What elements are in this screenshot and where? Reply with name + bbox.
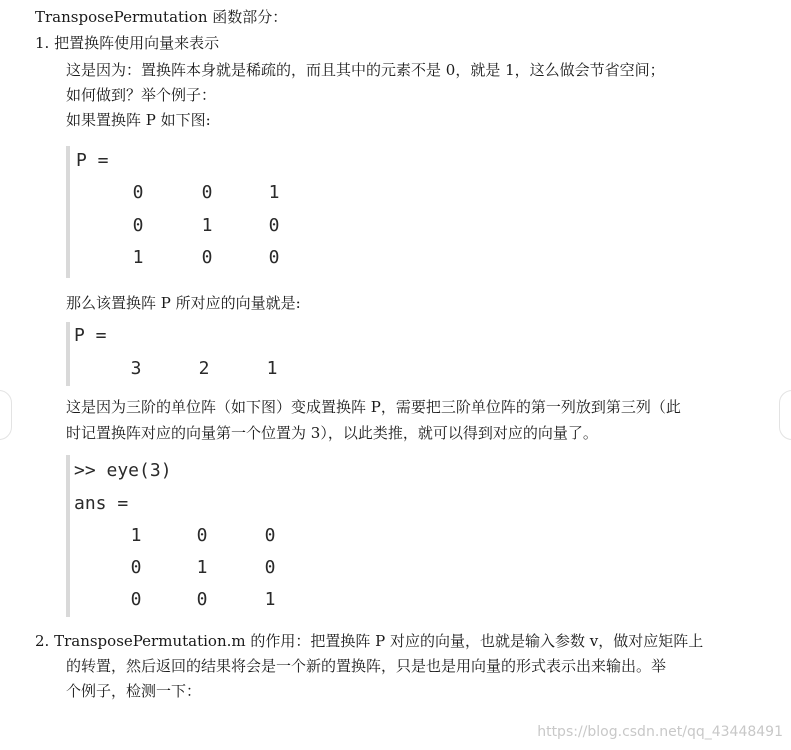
item2-line-2: 的转置，然后返回的结果将会是一个新的置换阵，只是也是用向量的形式表示出来输出。举 <box>66 657 667 675</box>
code-block-vector-p <box>66 322 330 386</box>
matrix-cell: 1 <box>201 215 213 236</box>
eye-cell: 1 <box>196 557 208 578</box>
next-arrow-icon[interactable] <box>779 390 791 440</box>
item1-paragraph-5a: 这是因为三阶的单位阵（如下图）变成置换阵 P，需要把三阶单位阵的第一列放到第三列（此 <box>66 398 681 416</box>
item1-paragraph-4: 那么该置换阵 P 所对应的向量就是: <box>66 294 301 312</box>
vector-cell: 3 <box>130 358 142 379</box>
eye-cell: 0 <box>264 557 276 578</box>
item1-paragraph-3: 如果置换阵 P 如下图: <box>66 111 211 129</box>
matrix-label: P = <box>76 150 109 171</box>
item1-paragraph-2: 如何做到？举个例子： <box>66 86 217 104</box>
vector-cell: 2 <box>198 358 210 379</box>
matrix-cell: 0 <box>201 247 213 268</box>
matrix-cell: 0 <box>268 215 280 236</box>
command-line: >> eye(3) <box>74 460 172 481</box>
matrix-cell: 0 <box>201 182 213 203</box>
eye-cell: 0 <box>196 525 208 546</box>
eye-cell: 1 <box>130 525 142 546</box>
eye-cell: 1 <box>264 589 276 610</box>
vector-label: P = <box>74 325 107 346</box>
eye-cell: 0 <box>130 557 142 578</box>
ans-label: ans = <box>74 493 129 514</box>
matrix-cell: 0 <box>132 182 144 203</box>
item2-line-1: 2. TransposePermutation.m 的作用：把置换阵 P 对应的向量，也就是输入参数 v，做对应矩阵上 <box>35 632 704 650</box>
matrix-cell: 1 <box>132 247 144 268</box>
eye-cell: 0 <box>130 589 142 610</box>
code-block-eye3 <box>66 455 330 617</box>
matrix-cell: 0 <box>132 215 144 236</box>
vector-cell: 1 <box>266 358 278 379</box>
item1-paragraph-5b: 时记置换阵对应的向量第一个位置为 3），以此类推，就可以得到对应的向量了。 <box>66 424 598 442</box>
item2-line-3: 个例子，检测一下： <box>66 682 202 700</box>
prev-arrow-icon[interactable] <box>0 390 12 440</box>
matrix-cell: 0 <box>268 247 280 268</box>
code-block-matrix-p <box>66 146 330 278</box>
matrix-cell: 1 <box>268 182 280 203</box>
eye-cell: 0 <box>196 589 208 610</box>
watermark: https://blog.csdn.net/qq_43448491 <box>537 724 783 740</box>
item1-paragraph-1: 这是因为：置换阵本身就是稀疏的，而且其中的元素不是 0，就是 1，这么做会节省空间； <box>66 61 665 79</box>
eye-cell: 0 <box>264 525 276 546</box>
item1-title: 1. 把置换阵使用向量来表示 <box>35 34 220 52</box>
section-heading: TransposePermutation 函数部分： <box>35 8 288 26</box>
